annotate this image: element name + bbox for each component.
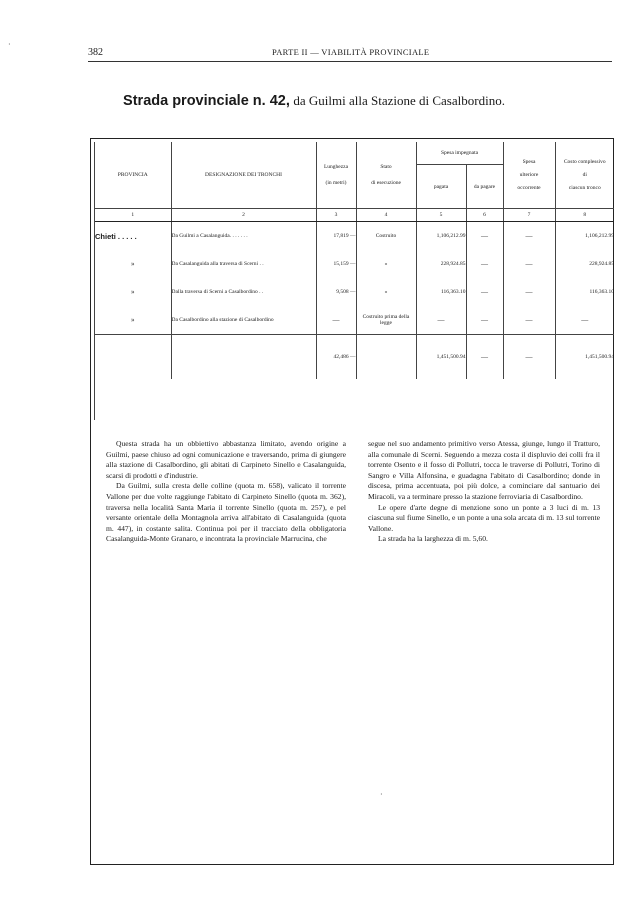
cell-provincia: » <box>131 260 135 268</box>
header-spesa-ulteriore <box>503 142 555 209</box>
column-number: 8 <box>555 209 614 222</box>
cell-total-blank <box>95 335 171 380</box>
cell-costo: 228,924.85 <box>555 250 614 278</box>
header-lunghezza-line1: Lunghezza <box>323 164 349 170</box>
cell-da-pagare: — <box>466 222 503 251</box>
cell-costo: 1,106,212.99 <box>555 222 614 251</box>
text-column-right <box>368 439 600 545</box>
table-row <box>95 222 614 251</box>
cell-lunghezza: 9,508 — <box>316 278 356 306</box>
header-costo-line1: Costo complessivo <box>563 159 606 165</box>
scan-speck: · <box>8 40 11 49</box>
header-costo-line3: ciascun tronco <box>568 185 601 191</box>
cell-stato: Costruito <box>356 222 416 251</box>
total-costo: 1,451,500.94 <box>555 335 614 380</box>
cell-designazione: Da Guilmi a Casalanguida. . . . . . . <box>171 222 316 251</box>
cell-ulteriore: — <box>503 278 555 306</box>
paragraph: La strada ha la larghezza di m. 5,60. <box>378 534 488 544</box>
cell-lunghezza: — <box>316 306 356 335</box>
cell-pagata: 116,363.10 <box>416 278 466 306</box>
cell-total-blank <box>356 335 416 380</box>
table-row <box>95 278 614 306</box>
cell-designazione: Dalla traversa di Scerni a Casalbordino . . <box>171 278 316 306</box>
paragraph: Questa strada ha un obbiettivo abbastanza limitato, avendo origine a Guilmi, paese chiuso ad ogni comunicazione e traversando, prima di giungere alla stazione di Casalbordino, gli abitati di Carpineto Sinello e Casalanguida, scarsi di prodotti e d'industrie. <box>106 439 346 480</box>
column-number: 2 <box>171 209 316 222</box>
cell-stato: » <box>356 250 416 278</box>
title-route: da Guilmi alla Stazione di Casalbordino. <box>293 93 505 108</box>
cell-lunghezza: 15,159 — <box>316 250 356 278</box>
cell-provincia: » <box>131 288 135 296</box>
cell-da-pagare: — <box>466 250 503 278</box>
header-stato <box>356 142 416 209</box>
cell-designazione: Da Casalanguida alla traversa di Scerni . . <box>171 250 316 278</box>
column-number: 6 <box>466 209 503 222</box>
paragraph: Le opere d'arte degne di menzione sono un ponte a 3 luci di m. 13 ciascuna sul fiume Sinello, e un ponte a una sola arcata di m. 13 sul torrente Vallone. <box>368 502 600 533</box>
cell-provincia: » <box>131 316 135 324</box>
total-lunghezza: 42,486 — <box>316 335 356 380</box>
cell-costo: — <box>555 306 614 335</box>
cell-da-pagare: — <box>466 278 503 306</box>
cell-designazione: Da Casalbordino alla stazione di Casalbordino <box>171 306 316 335</box>
header-pagata: pagata <box>416 165 466 209</box>
column-number-row <box>95 209 614 222</box>
header-costo-line2: di <box>582 172 587 178</box>
paragraph: Da Guilmi, sulla cresta delle colline (quota m. 658), valicato il torrente Vallone per due volte raggiunge l'abitato di Carpineto Sinello (quota m. 362), traversa nella località Santa Maria il torrente Sinello (quota m. 257), e pel versante orientale della Montagnola arriva all'abitato di Casalanguida (quota m. 447), in costante salita. Continua poi per il tracciato della obbligatoria Casalanguida-Monte Granaro, e incontrata la provinciale Marrucina, che <box>106 481 346 544</box>
header-rule <box>88 61 612 62</box>
text-column-left <box>106 439 346 545</box>
header-spesa-line3: occorrente <box>517 185 541 191</box>
running-header: PARTE II — VIABILITÀ PROVINCIALE <box>272 47 430 57</box>
header-stato-line1: Stato <box>380 164 392 170</box>
page-title <box>0 93 628 110</box>
header-stato-line2: di esecuzione <box>371 180 401 186</box>
page-number: 382 <box>88 47 103 58</box>
cell-stato: » <box>356 278 416 306</box>
scan-speck: · <box>380 790 383 799</box>
header-costo <box>555 142 614 209</box>
table-row <box>95 306 614 335</box>
cell-pagata: — <box>416 306 466 335</box>
column-number: 7 <box>503 209 555 222</box>
total-pagata: 1,451,500.94 <box>416 335 466 380</box>
column-number: 1 <box>95 209 171 222</box>
cell-stato: Costruito prima della legge <box>356 306 416 335</box>
cell-total-blank <box>171 335 316 380</box>
column-number: 4 <box>356 209 416 222</box>
header-lunghezza-line2: (in metri) <box>325 180 347 186</box>
header-designazione: DESIGNAZIONE DEI TRONCHI <box>171 142 316 209</box>
total-ulteriore: — <box>503 335 555 380</box>
road-table <box>95 142 614 379</box>
cell-costo: 116,363.10 <box>555 278 614 306</box>
header-spesa-line2: ulteriore <box>519 172 539 178</box>
totals-row <box>95 335 614 380</box>
cell-ulteriore: — <box>503 250 555 278</box>
header-lunghezza <box>316 142 356 209</box>
header-spesa-impegnata: Spesa impegnata <box>416 142 503 165</box>
cell-ulteriore: — <box>503 306 555 335</box>
column-number: 3 <box>316 209 356 222</box>
header-spesa-line1: Spesa <box>522 159 536 165</box>
cell-pagata: 1,106,212.99 <box>416 222 466 251</box>
paragraph: segue nel suo andamento primitivo verso Atessa, giunge, lungo il Tratturo, alla comunale di Scerni. Seguendo a mezza costa il displuvio dei colli fra il torrente Osento e il fosso di Pollutri, tocca le traverse di Pollutri, Torino di Sangro e Villa Alfonsina, e guadagna l'abitato di Casalbordino; donde in discesa, prima accentuata, poi più dolce, a cominciare dal santuario dei Miracoli, va a terminare presso la stazione ferroviaria di Casalbordino. <box>368 439 600 501</box>
cell-ulteriore: — <box>503 222 555 251</box>
title-road-number: Strada provinciale n. 42, <box>123 93 290 109</box>
cell-lunghezza: 17,819 — <box>316 222 356 251</box>
cell-da-pagare: — <box>466 306 503 335</box>
total-da-pagare: — <box>466 335 503 380</box>
cell-pagata: 228,924.85 <box>416 250 466 278</box>
header-da-pagare: da pagare <box>466 165 503 209</box>
table-row <box>95 250 614 278</box>
header-provincia: PROVINCIA <box>95 142 171 209</box>
cell-provincia: Chieti . . . . . <box>95 231 137 241</box>
column-number: 5 <box>416 209 466 222</box>
